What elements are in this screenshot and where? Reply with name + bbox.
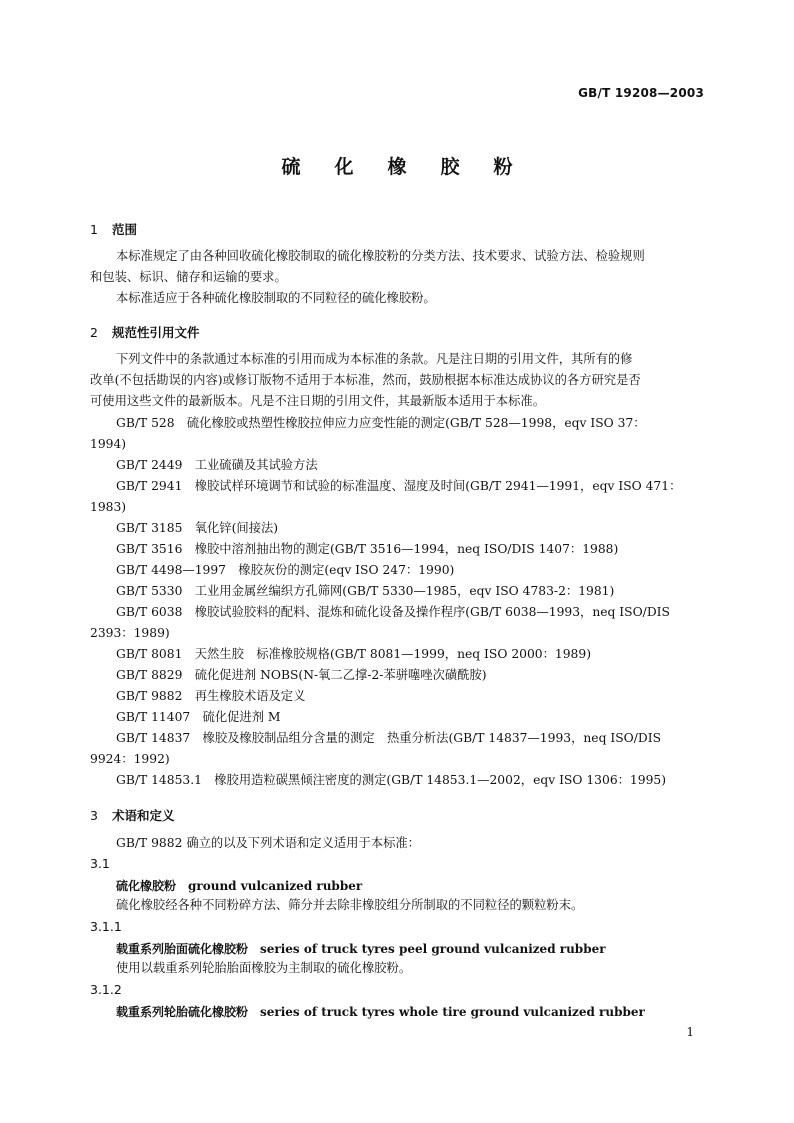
section-1-title: 范围: [112, 222, 138, 237]
standard-number: GB/T 19208—2003: [578, 86, 704, 100]
term-definition: 使用以载重系列轮胎胎面橡胶为主制取的硫化橡胶粉。: [116, 961, 412, 975]
reference-item: GB/T 528 硫化橡胶或热塑性橡胶拉伸应力应变性能的测定(GB/T 528—1998，eqv ISO 37：: [116, 416, 646, 430]
reference-item: GB/T 3516 橡胶中溶剂抽出物的测定(GB/T 3516—1994，neq ISO/DIS 1407：1988): [116, 542, 619, 556]
section-3-heading: [90, 806, 175, 824]
section-2-title: 规范性引用文件: [112, 325, 200, 340]
term-heading: [116, 877, 362, 894]
section-2-heading: [90, 323, 200, 341]
section-1-paragraph-1-line-2: 和包装、标识、储存和运输的要求。: [90, 270, 287, 284]
term-number: 3.1: [90, 856, 110, 871]
reference-item-continuation: 1994): [90, 437, 127, 451]
reference-item: GB/T 5330 工业用金属丝编织方孔筛网(GB/T 5330—1985，eqv ISO 4783-2：1981): [116, 584, 615, 598]
reference-item-continuation: 9924：1992): [90, 752, 170, 766]
reference-item: GB/T 9882 再生橡胶术语及定义: [116, 689, 306, 703]
section-2-intro-line-1: 下列文件中的条款通过本标准的引用而成为本标准的条款。凡是注日期的引用文件，其所有的修: [116, 352, 633, 366]
term-name-cn: 载重系列胎面硫化橡胶粉: [116, 942, 249, 956]
reference-item: GB/T 4498—1997 橡胶灰份的测定(eqv ISO 247：1990): [116, 563, 455, 577]
page-title: 硫化橡胶粉: [281, 156, 547, 178]
page-number: 1: [686, 1025, 694, 1039]
section-2-number: 2: [90, 325, 98, 340]
reference-item-continuation: 2393：1989): [90, 626, 170, 640]
term-name-en: series of truck tyres whole tire ground vulcanized rubber: [260, 1005, 645, 1019]
term-name-en: series of truck tyres peel ground vulcanized rubber: [260, 942, 606, 956]
section-3-title: 术语和定义: [112, 808, 175, 823]
term-name-cn: 硫化橡胶粉: [116, 879, 177, 893]
section-1-paragraph-1-line-1: 本标准规定了由各种回收硫化橡胶制取的硫化橡胶粉的分类方法、技术要求、试验方法、检验规则: [116, 249, 645, 263]
reference-item: GB/T 14853.1 橡胶用造粒碳黑倾注密度的测定(GB/T 14853.1—2002，eqv ISO 1306：1995): [116, 773, 667, 787]
reference-item: GB/T 2941 橡胶试样环境调节和试验的标准温度、湿度及时间(GB/T 2941—1991，eqv ISO 471：: [116, 479, 682, 493]
section-1-heading: [90, 220, 137, 238]
reference-item-continuation: 1983): [90, 500, 127, 514]
section-1-number: 1: [90, 222, 98, 237]
section-3-intro: GB/T 9882 确立的以及下列术语和定义适用于本标准：: [116, 836, 420, 850]
reference-item: GB/T 14837 橡胶及橡胶制品组分含量的测定 热重分析法(GB/T 14837—1993，neq ISO/DIS: [116, 731, 662, 745]
term-number: 3.1.1: [90, 919, 122, 934]
term-definition: 硫化橡胶经各种不同粉碎方法、筛分并去除非橡胶组分所制取的不同粒径的颗粒粉末。: [116, 898, 584, 912]
section-1-paragraph-2: 本标准适应于各种硫化橡胶制取的不同粒径的硫化橡胶粉。: [116, 291, 436, 305]
section-2-intro-line-2: 改单(不包括勘误的内容)或修订版物不适用于本标准，然而，鼓励根据本标准达成协议的各方研究是否: [90, 373, 641, 387]
term-heading: [116, 1003, 645, 1020]
term-heading: [116, 940, 606, 957]
reference-item: GB/T 8081 天然生胶 标准橡胶规格(GB/T 8081—1999，neq ISO 2000：1989): [116, 647, 591, 661]
term-number: 3.1.2: [90, 982, 122, 997]
term-name-en: ground vulcanized rubber: [188, 879, 363, 893]
reference-item: GB/T 8829 硫化促进剂 NOBS(N-氧二乙撑-2-苯骈噻唑次磺酰胺): [116, 668, 487, 682]
reference-item: GB/T 2449 工业硫磺及其试验方法: [116, 458, 318, 472]
section-3-number: 3: [90, 808, 98, 823]
reference-item: GB/T 6038 橡胶试验胶料的配料、混炼和硫化设备及操作程序(GB/T 6038—1993，neq ISO/DIS: [116, 605, 670, 619]
section-2-intro-line-3: 可使用这些文件的最新版本。凡是不注日期的引用文件，其最新版本适用于本标准。: [90, 394, 545, 408]
term-name-cn: 载重系列轮胎硫化橡胶粉: [116, 1005, 249, 1019]
reference-item: GB/T 3185 氧化锌(间接法): [116, 521, 279, 535]
reference-item: GB/T 11407 硫化促进剂 M: [116, 710, 281, 724]
